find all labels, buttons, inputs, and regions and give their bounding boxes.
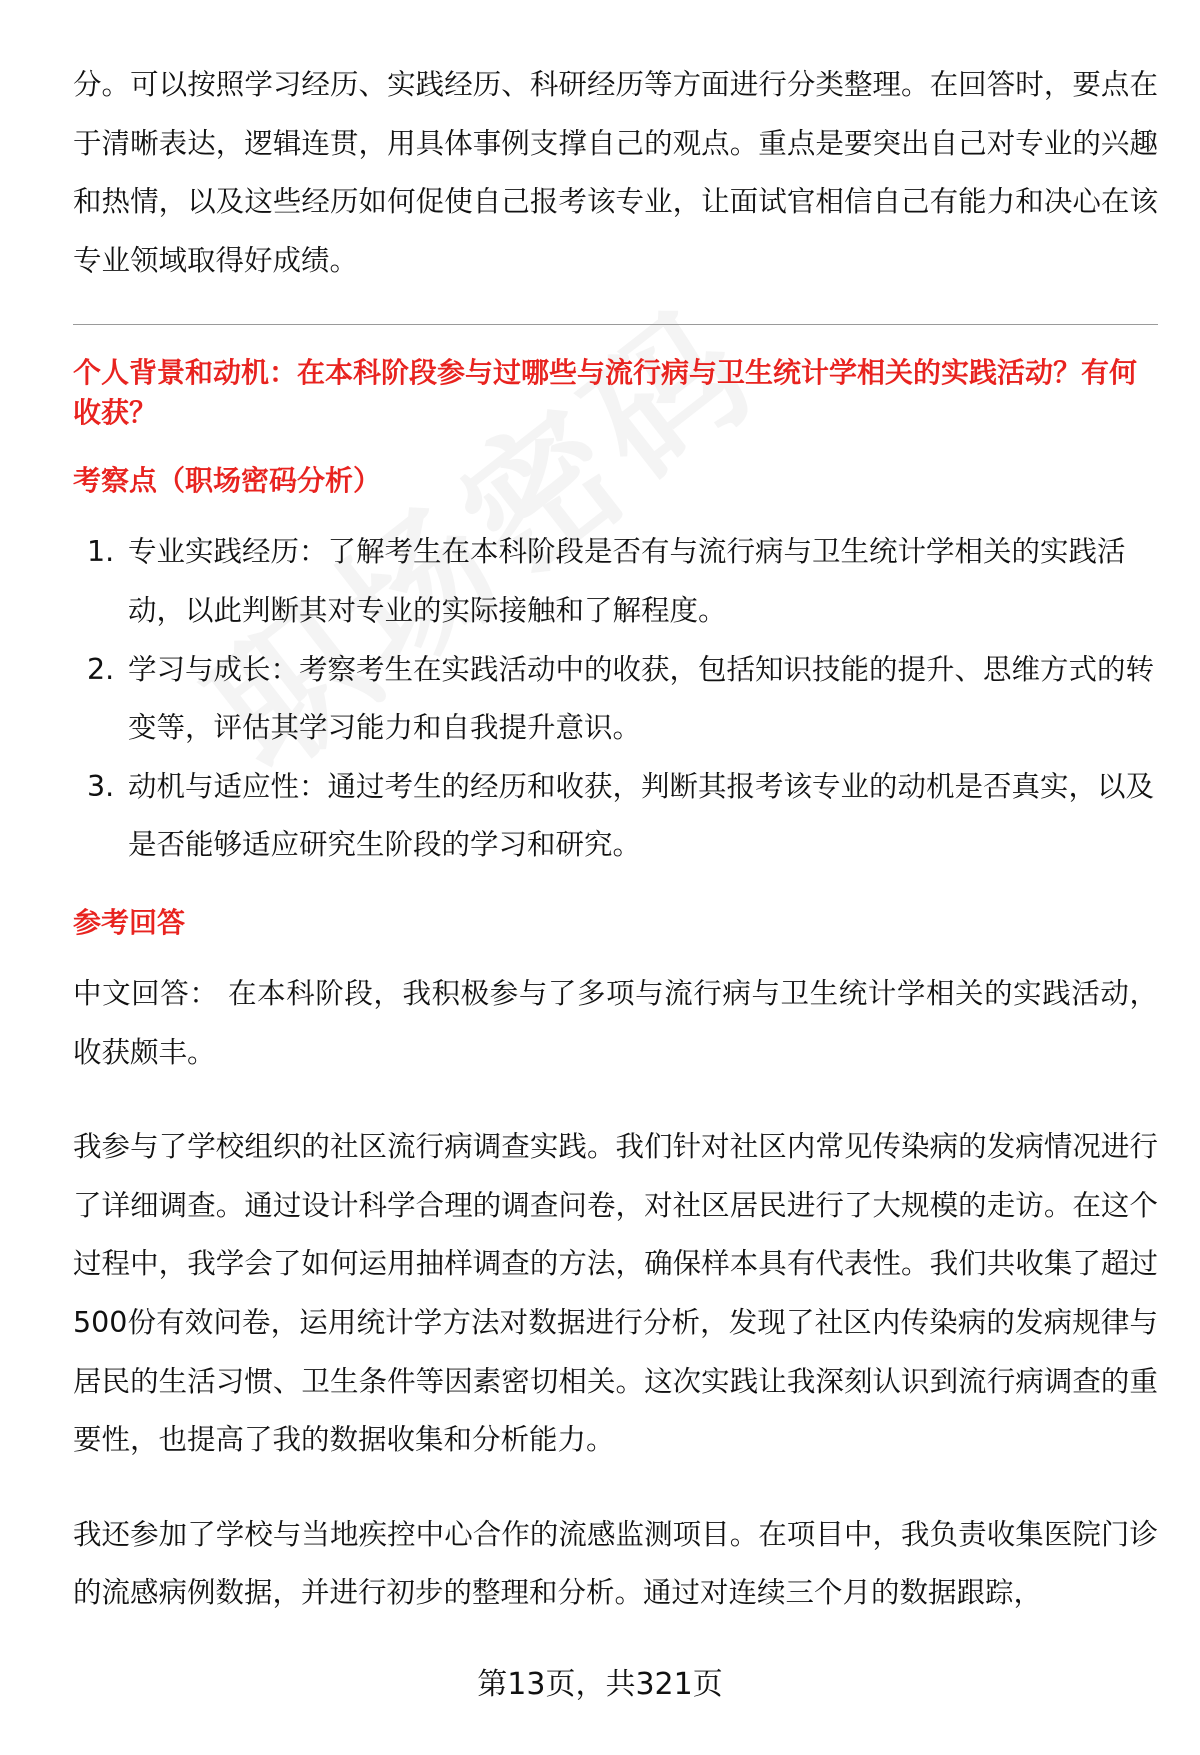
point-number: 3.: [87, 769, 115, 803]
point-text: 专业实践经历：了解考生在本科阶段是否有与流行病与卫生统计学相关的实践活动，以此判断其对专业的实际接触和了解程度。: [128, 535, 1126, 627]
point-number: 1.: [87, 535, 115, 569]
assessment-point-3: [73, 758, 1158, 875]
answer-paragraph-2: 我参与了学校组织的社区流行病调查实践。我们针对社区内常见传染病的发病情况进行了详细调查。通过设计科学合理的调查问卷，对社区居民进行了大规模的走访。在这个过程中，我学会了如何运用抽样调查的方法，确保样本具有代表性。我们共收集了超过500份有效问卷，运用统计学方法对数据进行分析，发现了社区内传染病的发病规律与居民的生活习惯、卫生条件等因素密切相关。这次实践让我深刻认识到流行病调查的重要性，也提高了我的数据收集和分析能力。: [73, 1130, 1158, 1457]
answer-paragraph-1: 中文回答： 在本科阶段，我积极参与了多项与流行病与卫生统计学相关的实践活动，收获颇丰。: [73, 976, 1158, 1069]
assessment-points-list: [73, 523, 1158, 875]
question-heading: 个人背景和动机：在本科阶段参与过哪些与流行病与卫生统计学相关的实践活动？有何收获？: [73, 356, 1138, 430]
assessment-heading: 考察点（职场密码分析）: [73, 464, 382, 498]
assessment-point-2: [73, 641, 1158, 758]
point-text: 动机与适应性：通过考生的经历和收获，判断其报考该专业的动机是否真实，以及是否能够适应研究生阶段的学习和研究。: [128, 769, 1155, 862]
section-divider: [73, 324, 1158, 325]
answer-heading: 参考回答: [73, 905, 186, 939]
point-number: 2.: [87, 652, 115, 686]
answer-paragraph-3: 我还参加了学校与当地疾控中心合作的流感监测项目。在项目中，我负责收集医院门诊的流感病例数据，并进行初步的整理和分析。通过对连续三个月的数据跟踪，: [73, 1517, 1158, 1610]
page-footer: 第13页，共321页: [477, 1667, 723, 1702]
assessment-point-1: [73, 523, 1158, 640]
page-content: [73, 56, 1158, 1623]
intro-paragraph: 分。可以按照学习经历、实践经历、科研经历等方面进行分类整理。在回答时，要点在于清晰表达，逻辑连贯，用具体事例支撑自己的观点。重点是要突出自己对专业的兴趣和热情，以及这些经历如何促使自己报考该专业，让面试官相信自己有能力和决心在该专业领域取得好成绩。: [73, 68, 1158, 277]
point-text: 学习与成长：考察考生在实践活动中的收获，包括知识技能的提升、思维方式的转变等，评估其学习能力和自我提升意识。: [128, 652, 1155, 745]
